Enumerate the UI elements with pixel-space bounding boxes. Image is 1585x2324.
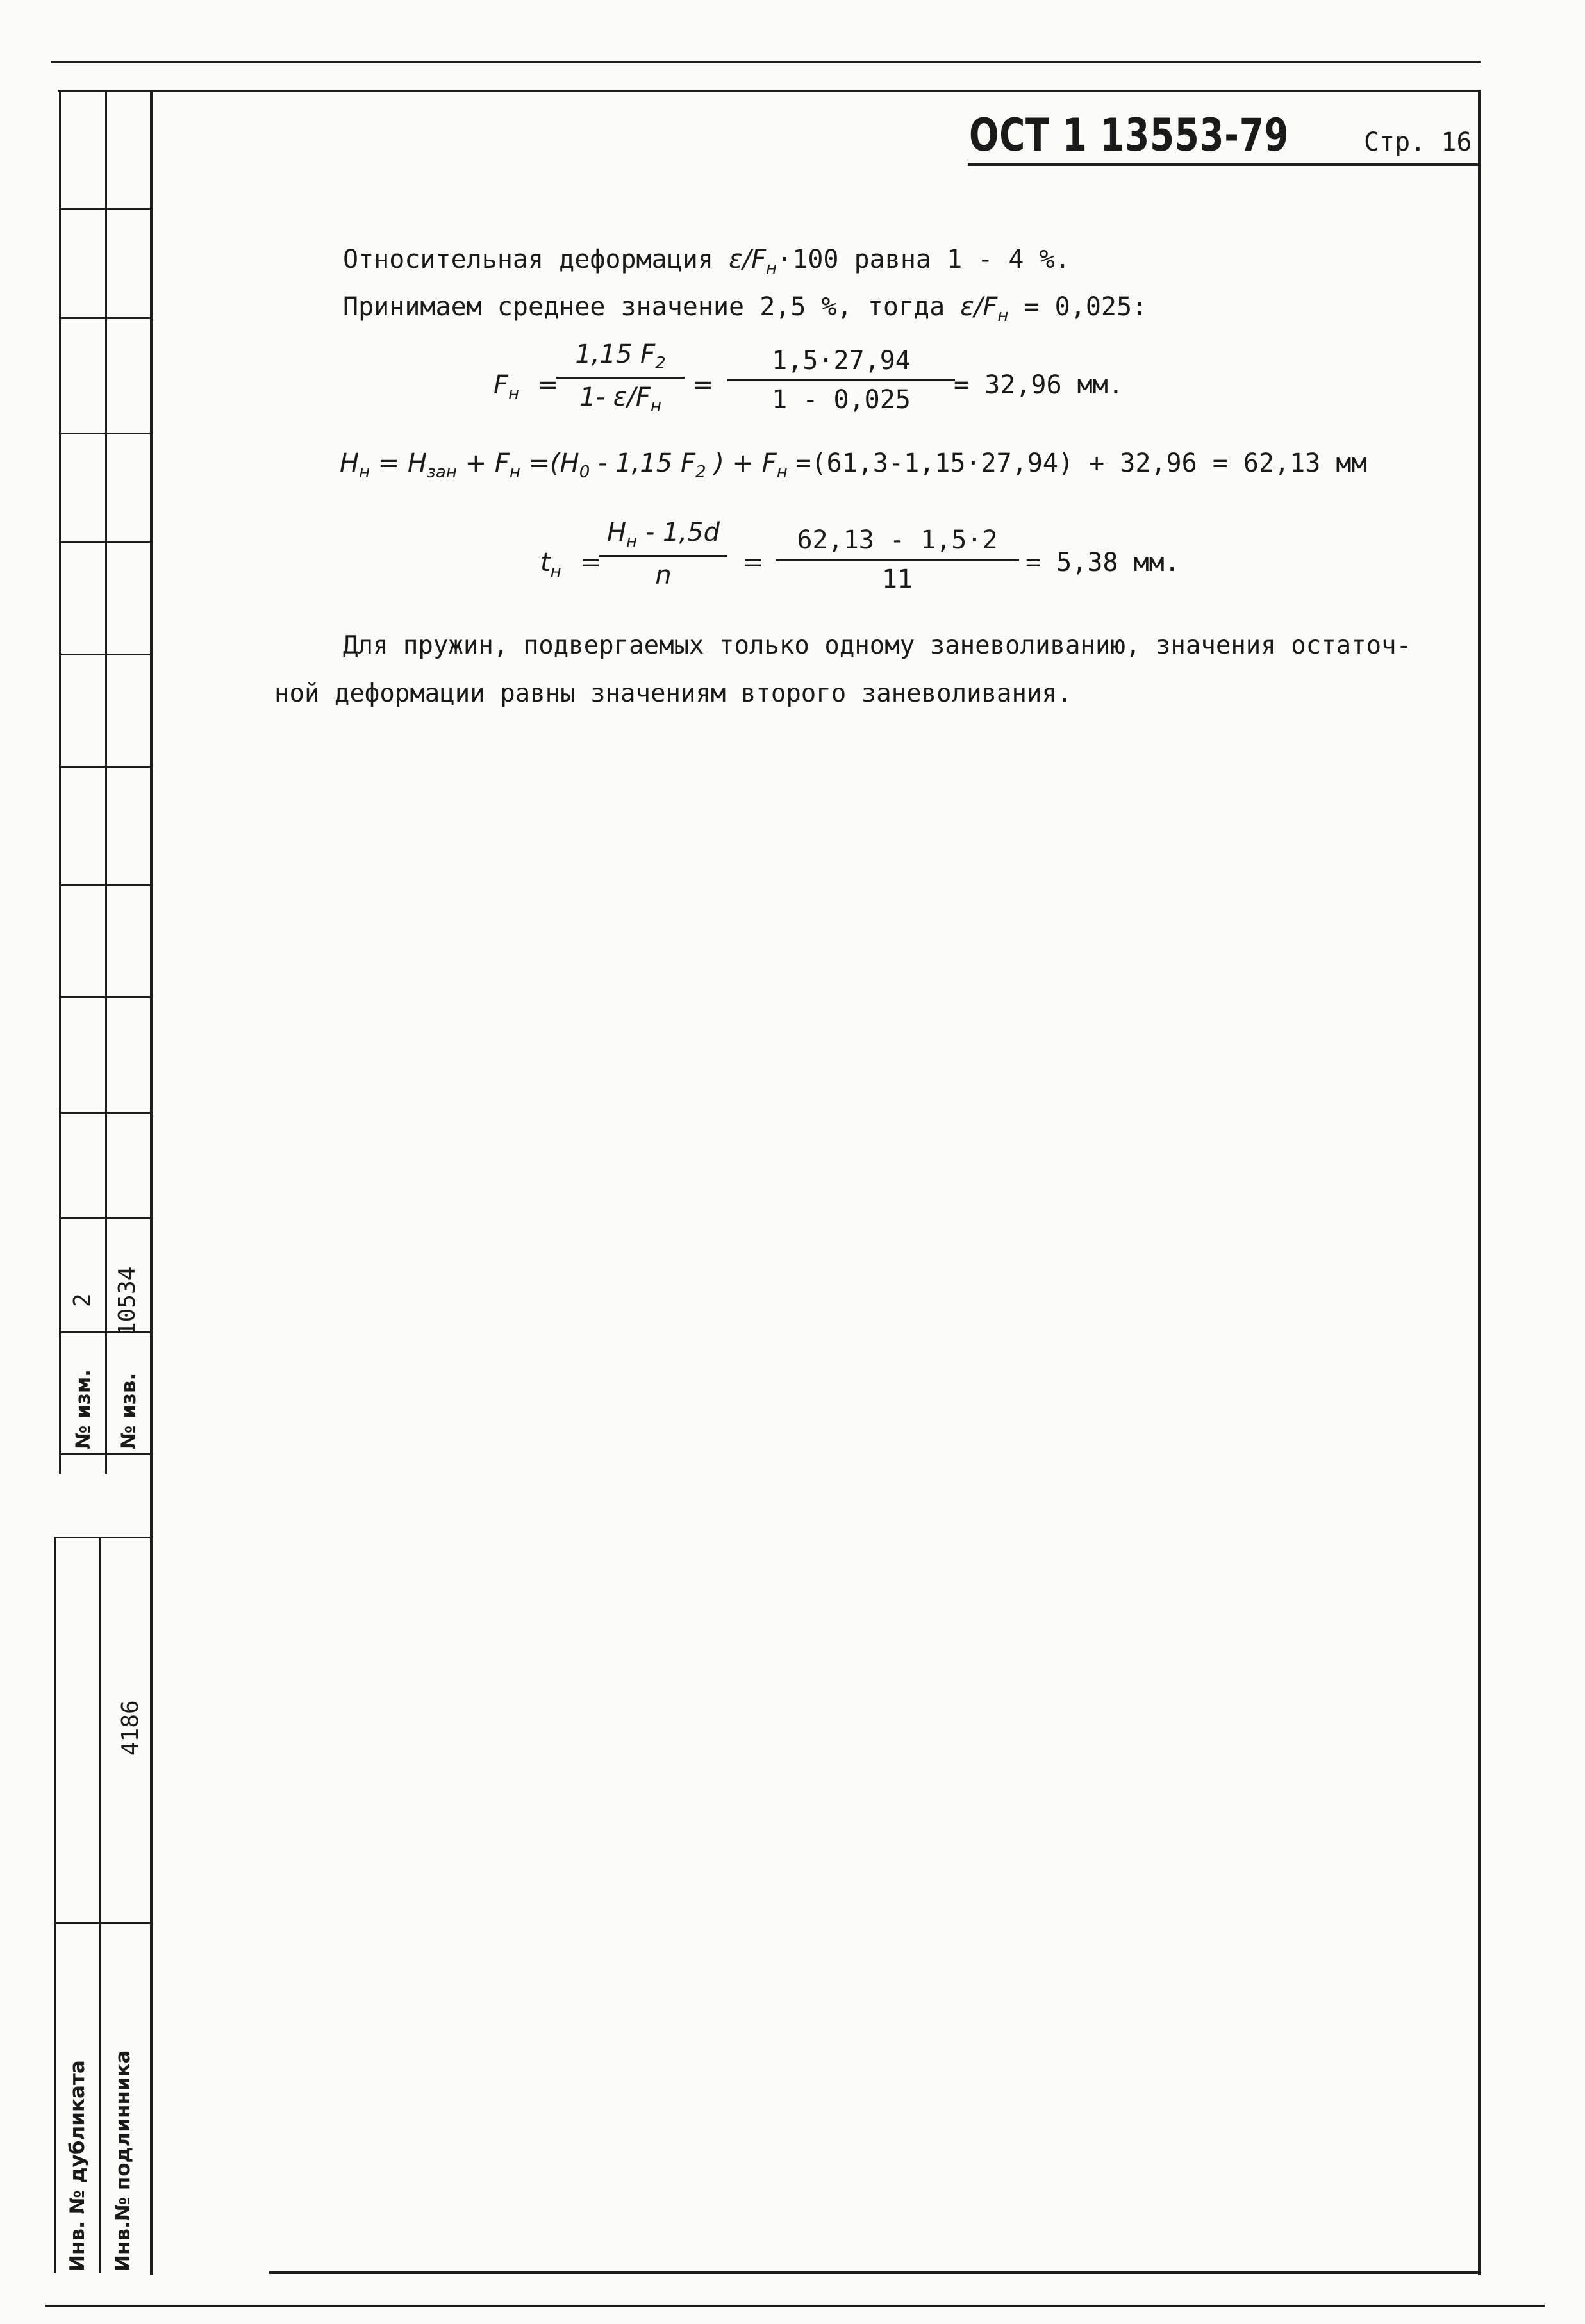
line1-text: Относительная деформация bbox=[343, 245, 713, 274]
frame-bottom bbox=[269, 2271, 1481, 2274]
margin-orig-value: 4186 bbox=[117, 1700, 144, 1756]
formula-hh: $H_н = H_{зан} + F_н =(H_0 - 1,15$ $F_2$ ) + $F_н =(61,3-1,15\cdot 27,94) + 32,96 = 62,13$ мм bbox=[340, 449, 1367, 482]
f3-eq1: = bbox=[580, 548, 602, 577]
f3-lhs: $t_н$ bbox=[540, 548, 561, 581]
line2-sub: н bbox=[997, 306, 1009, 326]
body-line-1 bbox=[343, 245, 1070, 278]
frame-inner-left bbox=[150, 90, 153, 2275]
paragraph-line-1: Для пружин, подвергаемых только одному заневоливанию, значения остаточ- bbox=[343, 631, 1412, 660]
lower-block-left bbox=[54, 1537, 56, 2273]
document-code: ОСТ 1 13553-79 bbox=[969, 109, 1290, 161]
margin-dub-label: Инв. № дубликата bbox=[66, 2060, 89, 2271]
body-line-2 bbox=[343, 292, 1147, 326]
f3-fraction-2: $\frac{62,13 - 1,5\cdot 2}{11}$ bbox=[776, 525, 1019, 594]
strip-row-6 bbox=[59, 766, 152, 768]
line1-rest: ·100 равна 1 - 4 %. bbox=[777, 245, 1070, 274]
line2-math: ε/F bbox=[960, 292, 998, 322]
line2-text: Принимаем среднее значение 2,5 %, тогда bbox=[343, 292, 945, 322]
f3-eq2: = bbox=[742, 548, 764, 577]
strip-row-10 bbox=[59, 1217, 152, 1219]
strip-mid bbox=[105, 90, 107, 1474]
page-number: Стр. 16 bbox=[1364, 128, 1472, 157]
strip-row-7 bbox=[59, 884, 152, 886]
header-underline bbox=[968, 163, 1481, 166]
strip-row-12 bbox=[59, 1453, 152, 1455]
lower-block-top bbox=[54, 1537, 151, 1538]
f1-fraction-2: $\frac{1,5\cdot 27,94}{1 - 0,025}$ bbox=[727, 346, 955, 415]
margin-izv-value: 10534 bbox=[114, 1266, 140, 1336]
margin-izm-label: № изм. bbox=[72, 1369, 95, 1449]
margin-izm-value: 2 bbox=[69, 1293, 95, 1307]
top-rule bbox=[51, 61, 1481, 63]
strip-row-2 bbox=[59, 317, 152, 319]
margin-orig-label: Инв.№ подлинника bbox=[112, 2050, 135, 2271]
f1-eq2: = bbox=[692, 370, 714, 400]
f3-fraction-1: $H_н - 1,5d$ n bbox=[599, 518, 727, 590]
lower-block-divider bbox=[54, 1922, 151, 1924]
f1-lhs: $F_н$ bbox=[494, 370, 520, 404]
strip-row-4 bbox=[59, 541, 152, 543]
line1-math: ε/F bbox=[729, 245, 767, 274]
strip-row-3 bbox=[59, 433, 152, 434]
f1-fraction-1: 1,15 $F_2$ 1- $\varepsilon/F_н$ bbox=[556, 340, 685, 416]
paragraph-line-2: ной деформации равны значениям второго заневоливания. bbox=[274, 679, 1072, 708]
frame-top bbox=[58, 90, 1481, 92]
bottom-rule bbox=[45, 2305, 1545, 2307]
strip-outer-left bbox=[59, 90, 61, 1474]
strip-row-8 bbox=[59, 996, 152, 998]
strip-row-9 bbox=[59, 1112, 152, 1114]
line1-sub: н bbox=[766, 259, 777, 278]
f1-eq1: = bbox=[537, 370, 559, 400]
line2-rest: = 0,025: bbox=[1024, 292, 1148, 322]
f1-result: = 32,96 мм. bbox=[954, 370, 1124, 400]
strip-row-1 bbox=[59, 208, 152, 210]
margin-izv-label: № изв. bbox=[117, 1372, 140, 1449]
strip-row-5 bbox=[59, 654, 152, 655]
frame-right bbox=[1478, 90, 1481, 2275]
f3-result: = 5,38 мм. bbox=[1025, 548, 1180, 577]
lower-block-mid bbox=[99, 1537, 101, 2273]
